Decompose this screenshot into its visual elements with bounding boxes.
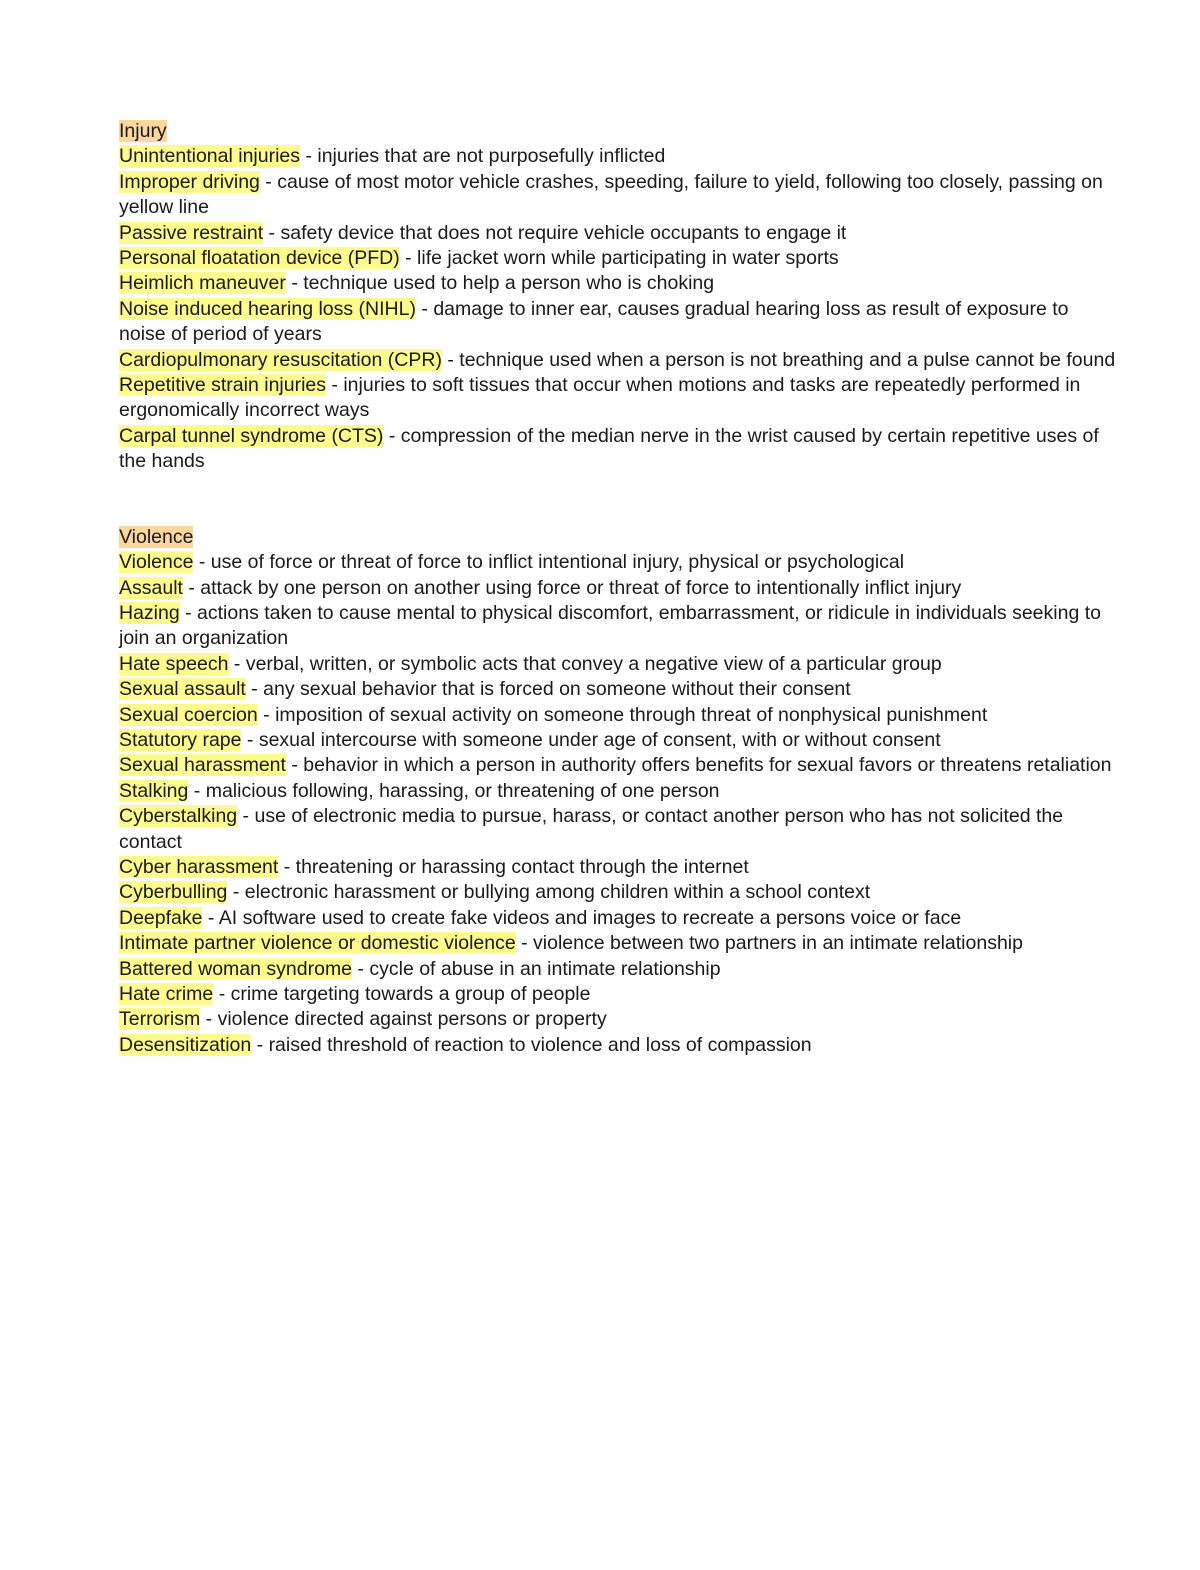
term: Terrorism [119, 1008, 201, 1031]
definition: - threatening or harassing contact through the internet [278, 855, 749, 878]
section-heading: Injury [119, 120, 167, 142]
definition: - violence directed against persons or property [200, 1008, 607, 1031]
definition: - attack by one person on another using force or threat of force to intentionally inflict injury [182, 576, 962, 599]
term: Battered woman syndrome [119, 957, 353, 980]
term: Repetitive strain injuries [119, 374, 327, 397]
glossary-entry [119, 880, 1119, 905]
term: Unintentional injuries [119, 145, 301, 168]
term: Assault [119, 576, 183, 599]
term: Sexual coercion [119, 703, 258, 726]
glossary-entry [119, 982, 1119, 1007]
definition: - injuries to soft tissues that occur when motions and tasks are repeatedly performed in ergonomically incorrect ways [119, 374, 1081, 422]
definition: - sexual intercourse with someone under age of consent, with or without consent [241, 728, 941, 751]
glossary-entry [119, 271, 1119, 296]
term: Cyber harassment [119, 855, 279, 878]
definition: - raised threshold of reaction to violence and loss of compassion [251, 1033, 812, 1056]
definition: - cause of most motor vehicle crashes, speeding, failure to yield, following too closely, passing on yellow line [119, 170, 1103, 219]
section-violence [119, 525, 1119, 1059]
section-injury [119, 119, 1119, 475]
glossary-entry [119, 576, 1119, 601]
definition: - use of force or threat of force to inflict intentional injury, physical or psychological [193, 551, 905, 574]
glossary-entry [119, 170, 1119, 221]
term: Personal floatation device (PFD) [119, 247, 400, 270]
glossary-entry [119, 703, 1119, 728]
definition: - compression of the median nerve in the wrist caused by certain repetitive uses of the hands [119, 424, 1099, 473]
glossary-entry [119, 652, 1119, 677]
term: Heimlich maneuver [119, 272, 286, 295]
term: Intimate partner violence or domestic violence [119, 932, 516, 955]
definition: - electronic harassment or bullying among children within a school context [227, 881, 871, 904]
glossary-entry [119, 221, 1119, 246]
definition: - verbal, written, or symbolic acts that convey a negative view of a particular group [228, 652, 942, 675]
glossary-entry [119, 373, 1119, 424]
term: Statutory rape [119, 728, 242, 751]
glossary-entry [119, 1007, 1119, 1032]
definition: - safety device that does not require vehicle occupants to engage it [263, 221, 847, 244]
term: Passive restraint [119, 221, 264, 244]
definition: - damage to inner ear, causes gradual hearing loss as result of exposure to noise of period of years [119, 297, 1069, 346]
term: Desensitization [119, 1033, 252, 1056]
definition: - malicious following, harassing, or threatening of one person [188, 779, 720, 802]
term: Hate speech [119, 652, 229, 675]
glossary-entry [119, 601, 1119, 652]
glossary-entry [119, 906, 1119, 931]
definition: - actions taken to cause mental to physical discomfort, embarrassment, or ridicule in individuals seeking to join an organization [119, 601, 1101, 650]
glossary-entry [119, 424, 1119, 475]
term: Violence [119, 551, 194, 574]
glossary-entry [119, 144, 1119, 169]
definition: - violence between two partners in an intimate relationship [515, 932, 1023, 955]
glossary-entry [119, 348, 1119, 373]
glossary-entry [119, 753, 1119, 778]
section-heading: Violence [119, 525, 194, 548]
glossary-entry [119, 1033, 1119, 1058]
glossary-entry [119, 779, 1119, 804]
glossary-entry [119, 855, 1119, 880]
document-page [119, 119, 1119, 1058]
glossary-entry [119, 957, 1119, 982]
term: Noise induced hearing loss (NIHL) [119, 297, 416, 320]
term: Cyberstalking [119, 805, 238, 828]
term: Improper driving [119, 170, 260, 193]
definition: - use of electronic media to pursue, harass, or contact another person who has not solicited the contact [119, 805, 1064, 853]
term: Sexual harassment [119, 754, 286, 777]
definition: - AI software used to create fake videos and images to recreate a persons voice or face [202, 906, 962, 929]
term: Cyberbulling [119, 881, 228, 904]
term: Stalking [119, 779, 189, 802]
definition: - technique used to help a person who is choking [285, 272, 715, 295]
glossary-entry [119, 677, 1119, 702]
definition: - behavior in which a person in authority offers benefits for sexual favors or threatens retaliation [285, 754, 1112, 777]
definition: - imposition of sexual activity on someone through threat of nonphysical punishment [257, 703, 988, 726]
definition: - any sexual behavior that is forced on someone without their consent [245, 678, 851, 701]
glossary-entry [119, 297, 1119, 348]
glossary-entry [119, 246, 1119, 271]
term: Hate crime [119, 983, 214, 1005]
term: Hazing [119, 601, 180, 624]
definition: - injuries that are not purposefully inflicted [300, 145, 666, 168]
definition: - technique used when a person is not breathing and a pulse cannot be found [441, 348, 1116, 371]
term: Sexual assault [119, 678, 246, 701]
glossary-entry [119, 550, 1119, 575]
definition: - crime targeting towards a group of people [213, 983, 591, 1005]
glossary-entry [119, 728, 1119, 753]
glossary-entry [119, 931, 1119, 956]
term: Carpal tunnel syndrome (CTS) [119, 424, 384, 447]
definition: - cycle of abuse in an intimate relationship [352, 957, 721, 980]
definition: - life jacket worn while participating in water sports [399, 247, 839, 270]
term: Deepfake [119, 906, 203, 929]
glossary-entry [119, 804, 1119, 855]
term: Cardiopulmonary resuscitation (CPR) [119, 348, 442, 371]
